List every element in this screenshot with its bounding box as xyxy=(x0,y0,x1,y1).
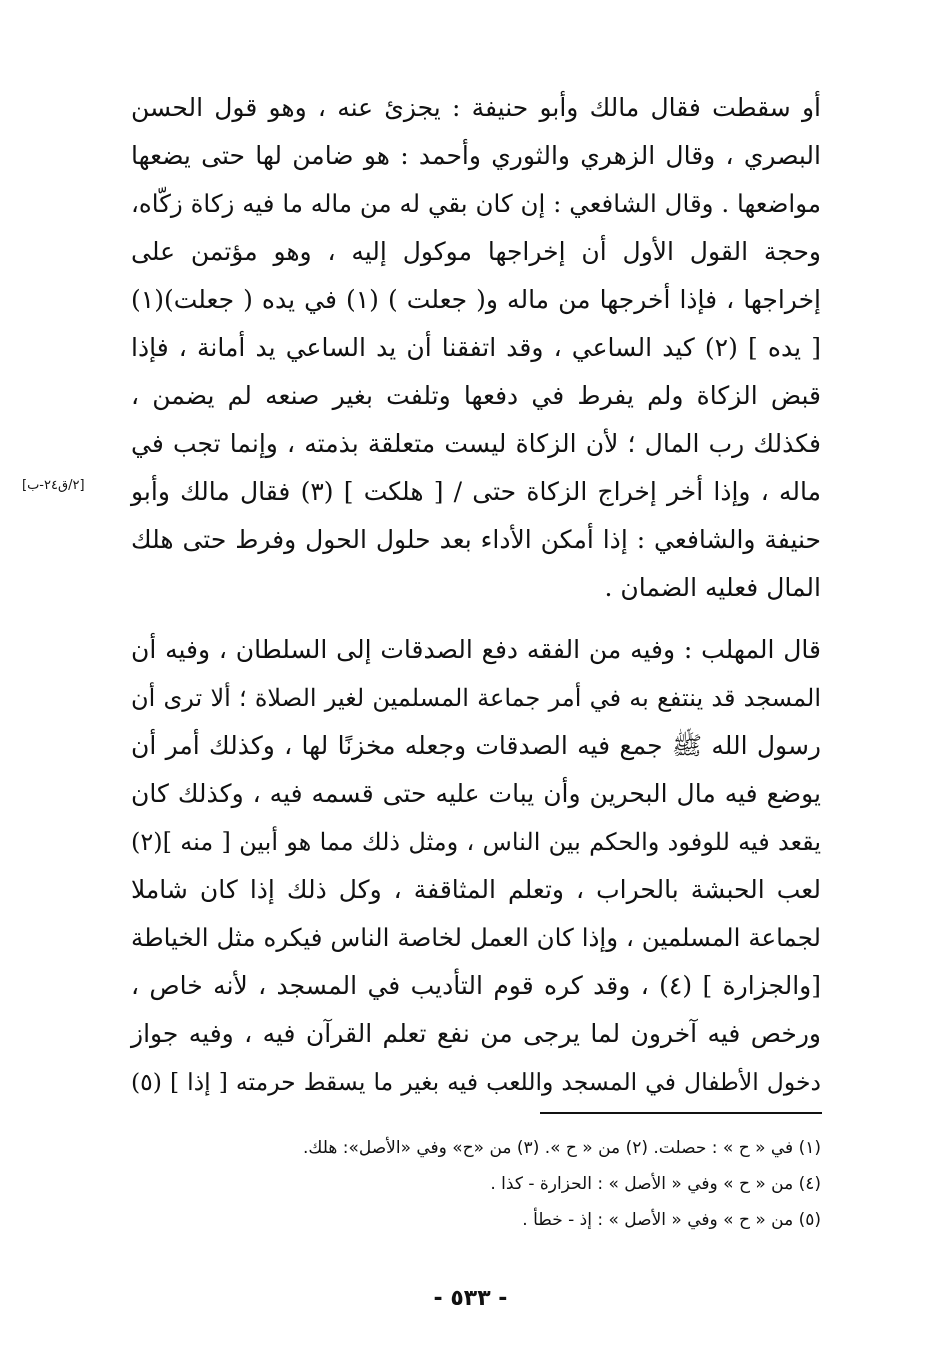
paragraph-2 xyxy=(131,626,821,1106)
text-line: مواضعها . وقال الشافعي : إن كان بقي له من ماله ما فيه زكاة زكّاه، xyxy=(131,189,821,218)
footnote: (٤) من « ح » وفي « الأصل » : الحزارة - كذا . xyxy=(490,1174,821,1194)
text-line: حنيفة والشافعي : إذا أمكن الأداء بعد حلول الحول وفرط حتى هلك xyxy=(131,525,821,554)
text-line: ماله ، وإذا أخر إخراج الزكاة حتى / [ هلكت ] (٣) فقال مالك وأبو xyxy=(131,477,822,506)
text-line: البصري ، وقال الزهري والثوري وأحمد : هو ضامن لها حتى يضعها xyxy=(131,141,821,170)
footnotes xyxy=(131,1130,821,1238)
text-line: ورخص فيه آخرون لما يرجى من نفع تعلم القرآن فيه ، وفيه جواز xyxy=(131,1019,821,1048)
text-line: إخراجها ، فإذا أخرجها من ماله و( جعلت ) (١) في يده ( جعلت)(١) xyxy=(131,285,821,314)
text-line: رسول الله ﷺ جمع فيه الصدقات وجعله مخزنًا لها ، وكذلك أمر أن xyxy=(131,731,821,760)
footnote: (١) في « ح » : حصلت. (٢) من « ح ». (٣) من «ح» وفي «الأصل»: هلك. xyxy=(302,1138,821,1158)
text-line: قال المهلب : وفيه من الفقه دفع الصدقات إلى السلطان ، وفيه أن xyxy=(131,635,821,664)
manuscript-folio-note: [٢/ق٢٤-ب] xyxy=(22,478,85,493)
text-line: لجماعة المسلمين ، وإذا كان العمل لخاصة الناس فيكره مثل الخياطة xyxy=(131,923,821,952)
text-line: [والجزارة ] (٤) ، وقد كره قوم التأديب في المسجد ، لأنه خاص ، xyxy=(131,971,821,1000)
footnote-divider xyxy=(540,1112,822,1114)
text-line: قبض الزكاة ولم يفرط في دفعها وتلفت بغير صنعه لم يضمن ، xyxy=(131,381,821,410)
text-line: [ يده ] (٢) كيد الساعي ، وقد اتفقنا أن يد الساعي يد أمانة ، فإذا xyxy=(131,333,821,362)
text-line: يوضع فيه مال البحرين وأن يبات عليه حتى قسمه فيه ، وكذلك كان xyxy=(131,779,821,808)
text-line: أو سقطت فقال مالك وأبو حنيفة : يجزئ عنه ، وهو قول الحسن xyxy=(131,93,821,122)
page-number: - ٥٣٣ - xyxy=(433,1286,508,1311)
text-line: المسجد قد ينتفع به في أمر جماعة المسلمين لغير الصلاة ؛ ألا ترى أن xyxy=(131,684,821,712)
text-line: فكذلك رب المال ؛ لأن الزكاة ليست متعلقة بذمته ، وإنما تجب في xyxy=(131,429,821,458)
text-line: المال فعليه الضمان . xyxy=(604,573,821,602)
text-line: دخول الأطفال في المسجد واللعب فيه بغير ما يسقط حرمته [ إذا ] (٥) xyxy=(131,1068,821,1096)
text-line: وحجة القول الأول أن إخراجها موكول إليه ، وهو مؤتمن على xyxy=(131,237,821,266)
footnote: (٥) من « ح » وفي « الأصل » : إذ - خطأ . xyxy=(522,1210,821,1230)
text-line: يقعد فيه للوفود والحكم بين الناس ، ومثل ذلك مما هو أبين [ منه ](٢) xyxy=(131,828,821,856)
paragraph-1 xyxy=(131,84,821,612)
text-line: لعب الحبشة بالحراب ، وتعلم المثاقفة ، وكل ذلك إذا كان شاملا xyxy=(131,875,821,904)
